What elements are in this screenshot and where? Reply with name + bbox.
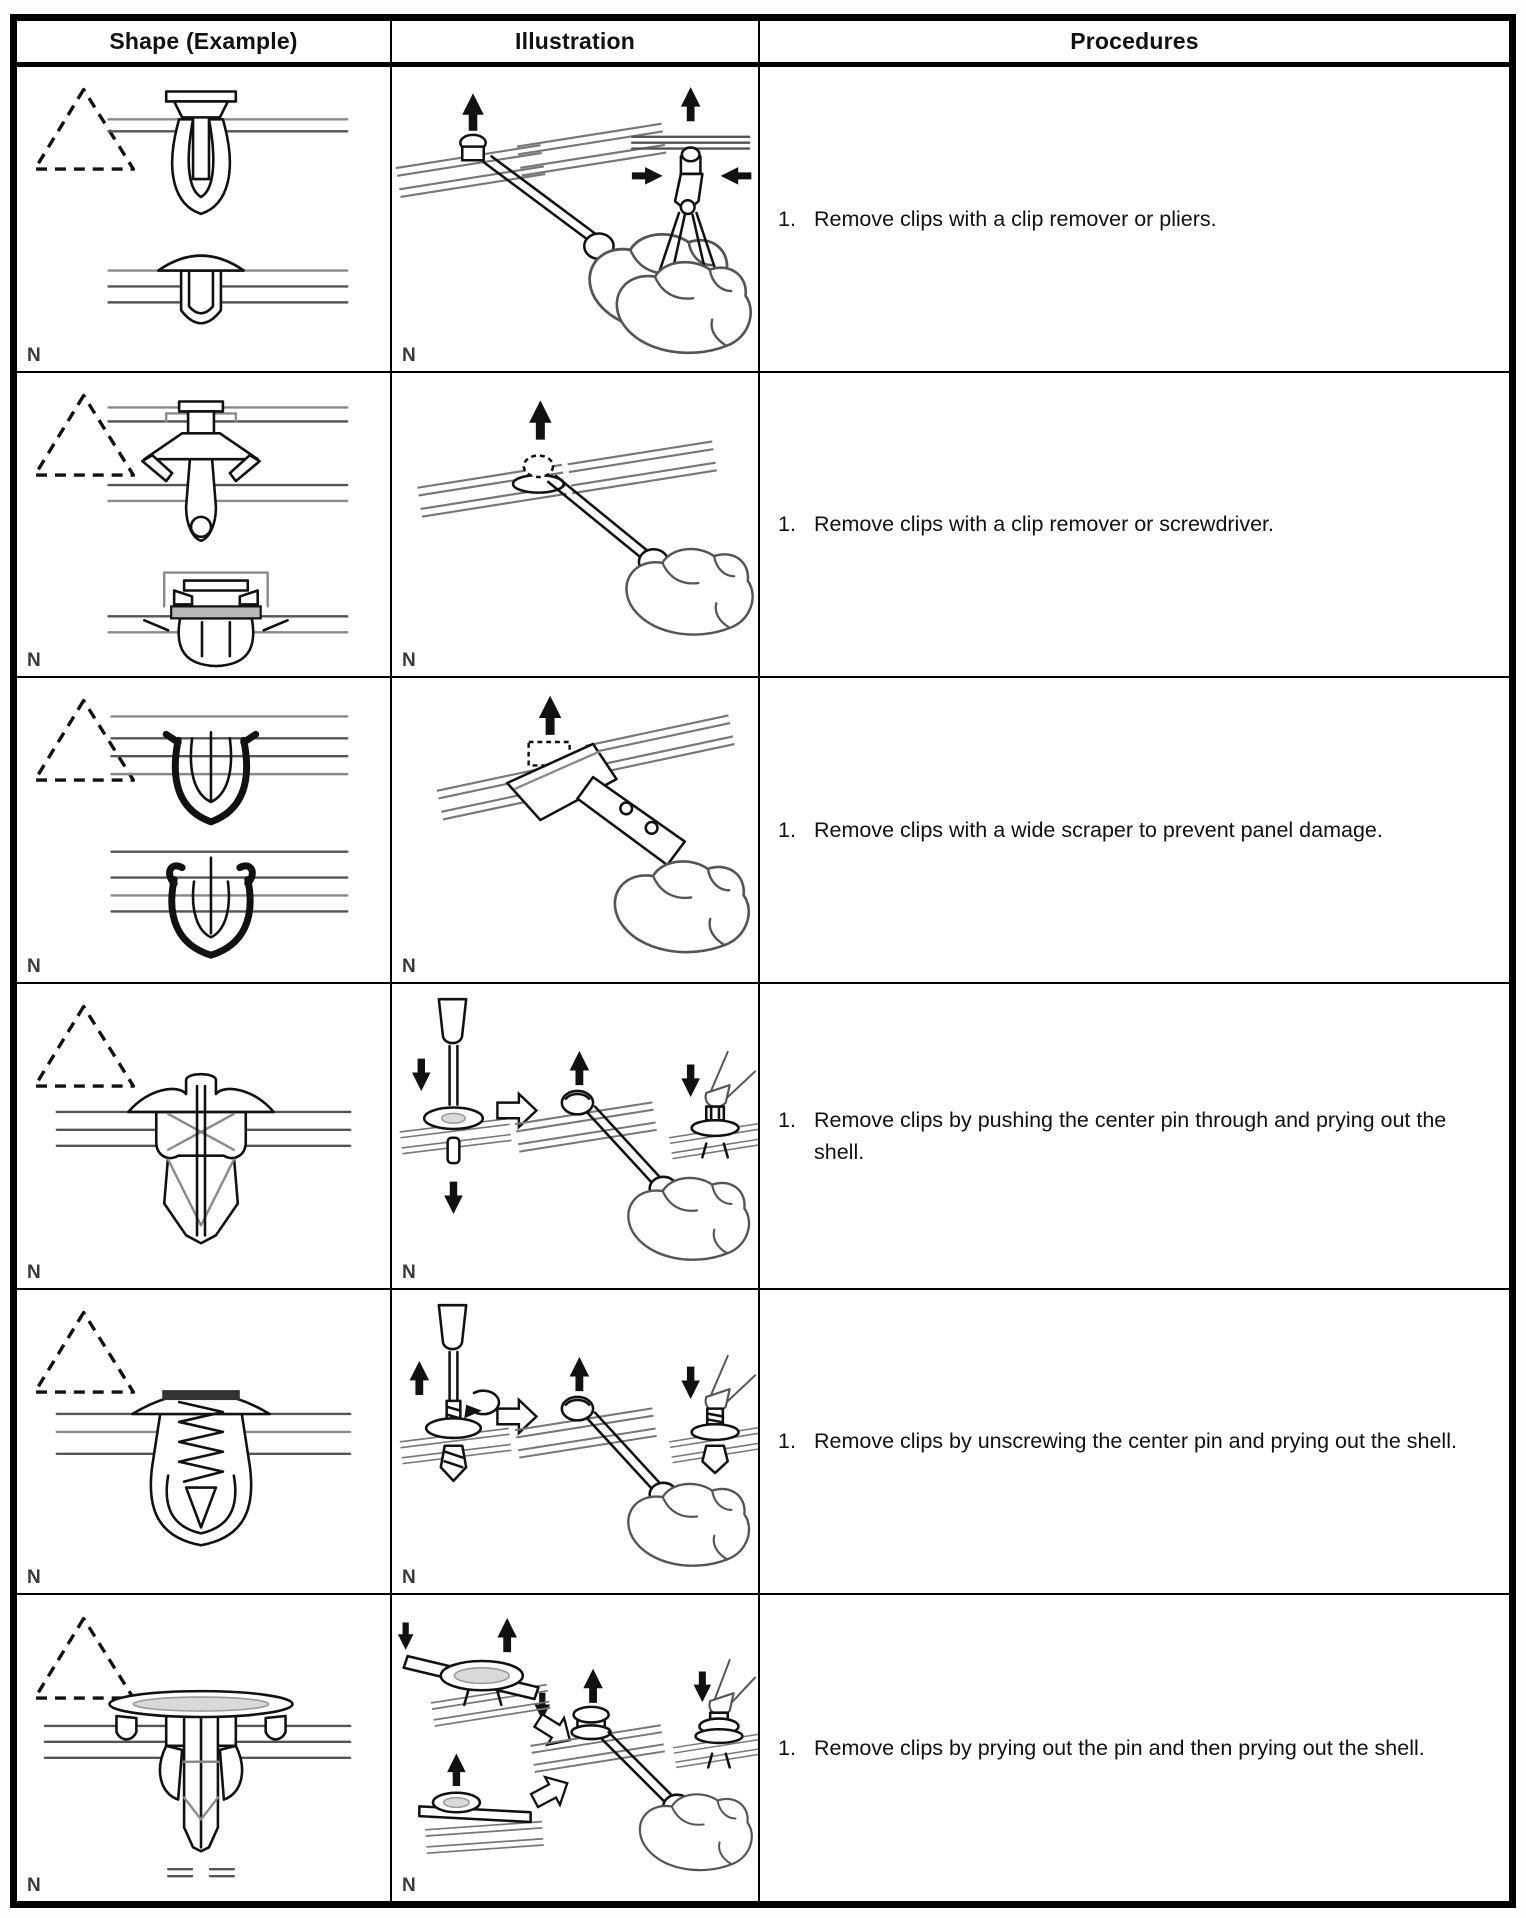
step-text: Remove clips by pushing the center pin through and prying out the shell. [814, 1107, 1447, 1164]
illustration-cell [392, 1595, 760, 1901]
drawing-code-label: N [402, 650, 416, 672]
drawing-code-label: N [27, 650, 41, 672]
down-arrow-icon [694, 1672, 712, 1703]
reinstall-scene [673, 1660, 758, 1768]
reinstall-scene [669, 1356, 758, 1473]
up-arrow-icon [583, 1669, 603, 1703]
warning-triangle-icon [35, 1312, 133, 1392]
column-header-illustration: Illustration [392, 21, 760, 67]
screwdriver-handle [439, 1305, 466, 1349]
clip-a-upper [109, 401, 348, 540]
table-row [17, 1290, 1509, 1596]
column-header-shape: Shape (Example) [17, 21, 392, 67]
removal-illustration-row6 [392, 1595, 758, 1901]
down-arrow-icon [444, 1182, 463, 1214]
up-arrow-icon [570, 1357, 590, 1391]
warning-triangle-icon [35, 701, 133, 781]
panel-lines [568, 441, 717, 493]
drawing-code-label: N [27, 1567, 41, 1589]
clip-b-lower [109, 572, 348, 665]
left-arrow-icon [721, 167, 752, 185]
push-pin-rivet-clip [45, 1691, 350, 1876]
illustration-cell [392, 678, 760, 984]
screw-grommet-clip [57, 1390, 350, 1545]
removal-illustration-row2 [392, 373, 758, 677]
drawing-code-label: N [402, 1874, 416, 1896]
shape-cell [17, 67, 392, 373]
shape-cell [17, 678, 392, 984]
shape-cell [17, 1290, 392, 1596]
clip-remover-tool [484, 156, 599, 242]
drawing-code-label: N [402, 955, 416, 977]
procedure-cell [760, 984, 1509, 1290]
table-row [17, 373, 1509, 679]
step-number: 1. [778, 1429, 796, 1454]
down-arrow-icon [398, 1623, 414, 1650]
removal-illustration-row4 [392, 984, 758, 1288]
screwdriver-handle [439, 999, 466, 1043]
drawing-code-label: N [27, 955, 41, 977]
clip-shape-drawing-row3 [17, 678, 390, 982]
spring-clip-upper [111, 717, 347, 822]
spring-clip-lower [111, 852, 347, 955]
clip-b-lower [109, 256, 348, 324]
step-text: Remove clips with a wide scraper to prevent panel damage. [814, 818, 1383, 843]
procedure-cell [760, 1290, 1509, 1596]
drawing-code-label: N [27, 1261, 41, 1283]
warning-triangle-icon [35, 1619, 133, 1699]
clip-shape-drawing-row1 [17, 67, 390, 371]
step-text: Remove clips with a clip remover or pliers. [814, 206, 1217, 231]
procedure-cell [760, 373, 1509, 679]
up-arrow-icon [447, 1754, 466, 1786]
reinstall-scene [669, 1052, 758, 1159]
up-arrow-icon [410, 1360, 430, 1394]
warning-triangle-icon [35, 1007, 133, 1087]
shape-cell [17, 373, 392, 679]
unscrew-pin-scene [400, 1305, 512, 1481]
clip-removal-table [10, 14, 1516, 1908]
up-arrow-icon [539, 696, 561, 735]
finger-icon [706, 1085, 730, 1107]
clip-shape-drawing-row4 [17, 984, 390, 1288]
pin-removed-scene [419, 1754, 543, 1854]
down-arrow-icon [412, 1059, 431, 1091]
next-step-arrow-icon [527, 1770, 575, 1815]
step-text: Remove clips with a clip remover or screwdriver. [814, 512, 1274, 537]
table-row [17, 67, 1509, 373]
step-number: 1. [778, 1107, 796, 1132]
table-row [17, 1595, 1509, 1901]
column-header-procedures: Procedures [760, 21, 1509, 67]
push-rivet-clip [57, 1074, 350, 1243]
drawing-code-label: N [402, 344, 416, 366]
clip-a-upper [109, 92, 348, 214]
down-arrow-icon [681, 1064, 700, 1096]
hand-icon [628, 1178, 749, 1260]
drawing-code-label: N [27, 344, 41, 366]
hand-icon [615, 862, 749, 953]
panel-lines [425, 1822, 543, 1854]
table-row [17, 678, 1509, 984]
up-arrow-icon [529, 400, 551, 439]
illustration-cell [392, 1290, 760, 1596]
procedure-cell [760, 1595, 1509, 1901]
scraper-handle [577, 777, 684, 865]
clip-remover-tool [601, 1733, 675, 1805]
clip-shape-drawing-row5 [17, 1290, 390, 1594]
push-pin-scene [400, 999, 512, 1214]
procedure-cell [760, 67, 1509, 373]
step-number: 1. [778, 206, 796, 231]
right-arrow-icon [632, 167, 663, 185]
shape-cell [17, 1595, 392, 1901]
illustration-cell [392, 984, 760, 1290]
up-arrow-icon [570, 1051, 590, 1085]
procedure-cell [760, 678, 1509, 984]
down-arrow-icon [681, 1366, 700, 1398]
hand-icon [628, 1484, 749, 1566]
clip-shape-drawing-row6 [17, 1595, 390, 1901]
illustration-cell [392, 67, 760, 373]
removal-illustration-row1 [392, 67, 758, 371]
drawing-code-label: N [402, 1261, 416, 1283]
pry-pin-scene [398, 1618, 551, 1726]
removal-illustration-row5 [392, 1290, 758, 1594]
step-text: Remove clips by unscrewing the center pin and prying out the shell. [814, 1429, 1457, 1454]
clip-shape-drawing-row2 [17, 373, 390, 677]
warning-triangle-icon [35, 90, 133, 170]
removal-illustration-row3 [392, 678, 758, 982]
step-number: 1. [778, 512, 796, 537]
illustration-cell [392, 373, 760, 679]
table-header-row [17, 21, 1509, 67]
hand-icon [640, 1795, 752, 1871]
step-number: 1. [778, 1736, 796, 1761]
drawing-code-label: N [402, 1567, 416, 1589]
up-arrow-icon [462, 93, 483, 131]
up-arrow-icon [497, 1618, 517, 1652]
step-text: Remove clips by prying out the pin and then prying out the shell. [814, 1736, 1425, 1761]
drawing-code-label: N [27, 1874, 41, 1896]
table-row [17, 984, 1509, 1290]
shape-cell [17, 984, 392, 1290]
step-number: 1. [778, 818, 796, 843]
up-arrow-icon [681, 87, 701, 121]
